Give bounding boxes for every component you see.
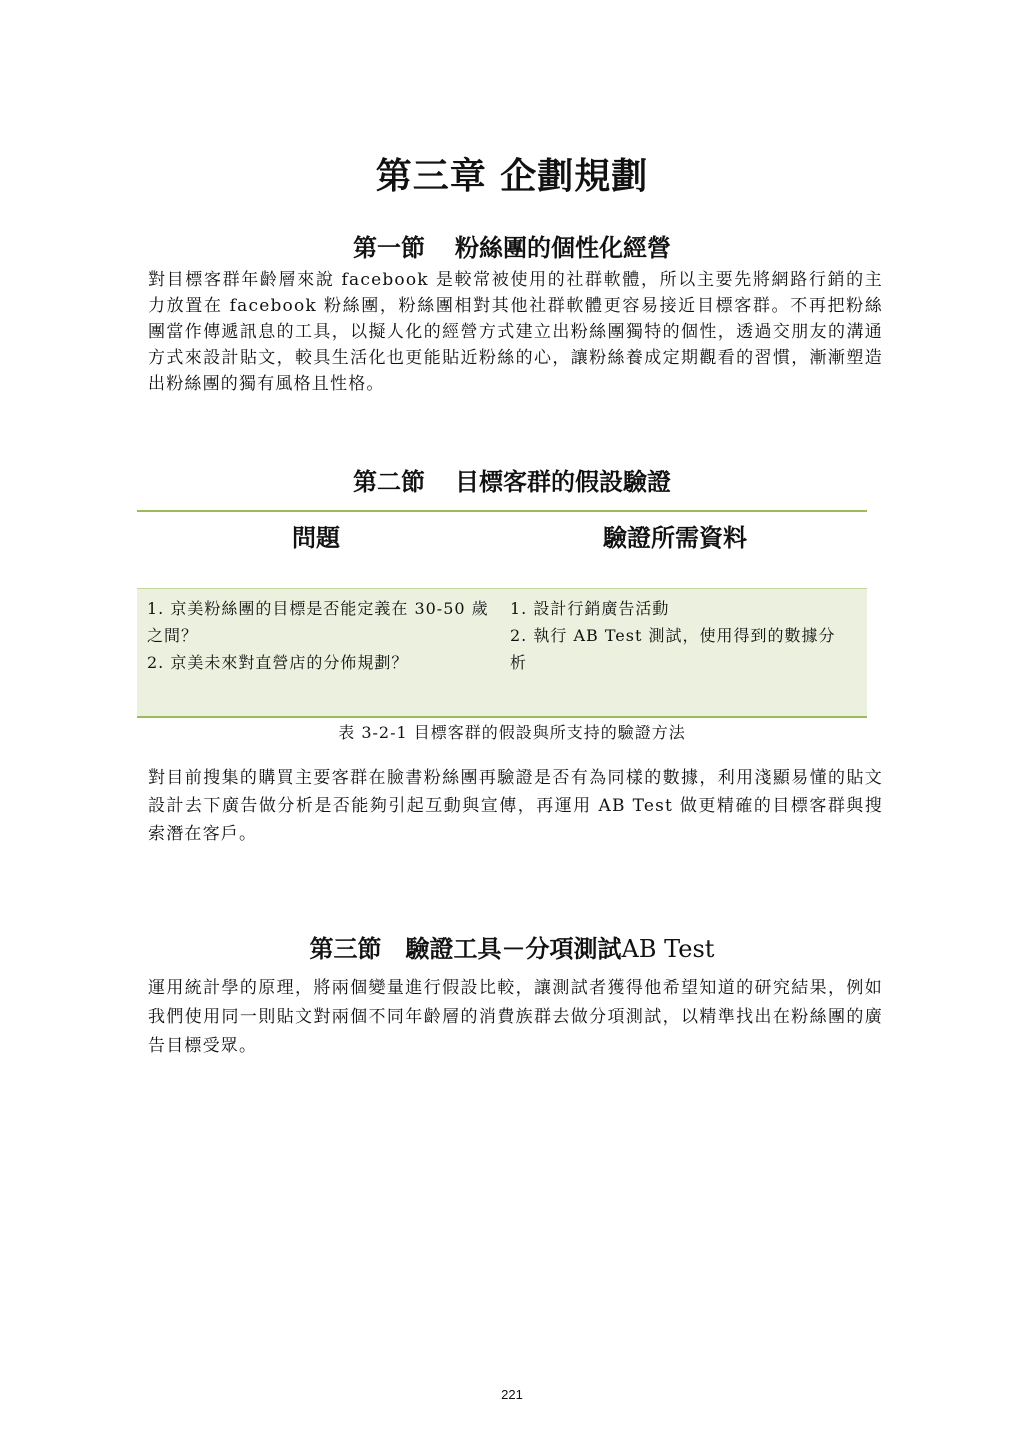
section-2-heading xyxy=(0,462,1024,497)
section-3-number: 第三節 xyxy=(309,934,382,963)
table-caption: 表 3-2-1 目標客群的假設與所支持的驗證方法 xyxy=(338,723,686,742)
section-1-heading xyxy=(0,228,1024,263)
section-3-paragraph: 運用統計學的原理，將兩個變量進行假設比較，讓測試者獲得他希望知道的研究結果，例如我們使用同一則貼文對兩個不同年齡層的消費族群去做分項測試，以精準找出在粉絲團的廣告目標受眾。 xyxy=(148,978,883,1056)
table-bottom-border xyxy=(137,716,867,718)
page-number: 221 xyxy=(501,1387,523,1402)
section-2-title: 目標客群的假設驗證 xyxy=(455,467,671,496)
table-header-row xyxy=(137,512,867,588)
question-item-2: 2. 京美未來對直營店的分佈規劃？ xyxy=(147,653,409,672)
section-1-number: 第一節 xyxy=(353,233,425,262)
table-header-data-needed: 驗證所需資料 xyxy=(603,523,747,552)
chapter-title: 第三章 企劃規劃 xyxy=(375,155,649,197)
table-body-row xyxy=(137,588,867,717)
hypothesis-table xyxy=(137,510,867,718)
section-3-title: 驗證工具－分項測試 xyxy=(405,934,622,963)
section-3-title-suffix: AB Test xyxy=(621,935,715,963)
section-2-number: 第二節 xyxy=(353,467,425,496)
section-3-heading xyxy=(0,929,1024,964)
section-2-paragraph: 對目前搜集的購買主要客群在臉書粉絲團再驗證是否有為同樣的數據，利用淺顯易懂的貼文設計去下廣告做分析是否能夠引起互動與宣傳，再運用 AB Test 做更精確的目標客群與搜索潛在客戶。 xyxy=(148,768,883,844)
section-1-paragraph: 對目標客群年齡層來說 facebook 是較常被使用的社群軟體，所以主要先將網路行銷的主力放置在 facebook 粉絲團，粉絲團相對其他社群軟體更容易接近目標客群。不再把粉絲團當作傳遞訊息的工具，以擬人化的經營方式建立出粉絲團獨特的個性，透過交朋友的溝通方式來設計貼文，較具生活化也更能貼近粉絲的心，讓粉絲養成定期觀看的習慣，漸漸塑造出粉絲團的獨有風格且性格。 xyxy=(148,270,883,394)
table-header-question: 問題 xyxy=(292,523,340,552)
question-item-1: 1. 京美粉絲團的目標是否能定義在 30-50 歲之間？ xyxy=(147,599,489,645)
table-cell-questions xyxy=(147,595,499,676)
section-1-title: 粉絲團的個性化經營 xyxy=(455,233,671,262)
data-item-2: 2. 執行 AB Test 測試，使用得到的數據分析 xyxy=(510,626,836,672)
table-cell-data-needed xyxy=(510,595,850,676)
data-item-1: 1. 設計行銷廣告活動 xyxy=(510,599,670,618)
